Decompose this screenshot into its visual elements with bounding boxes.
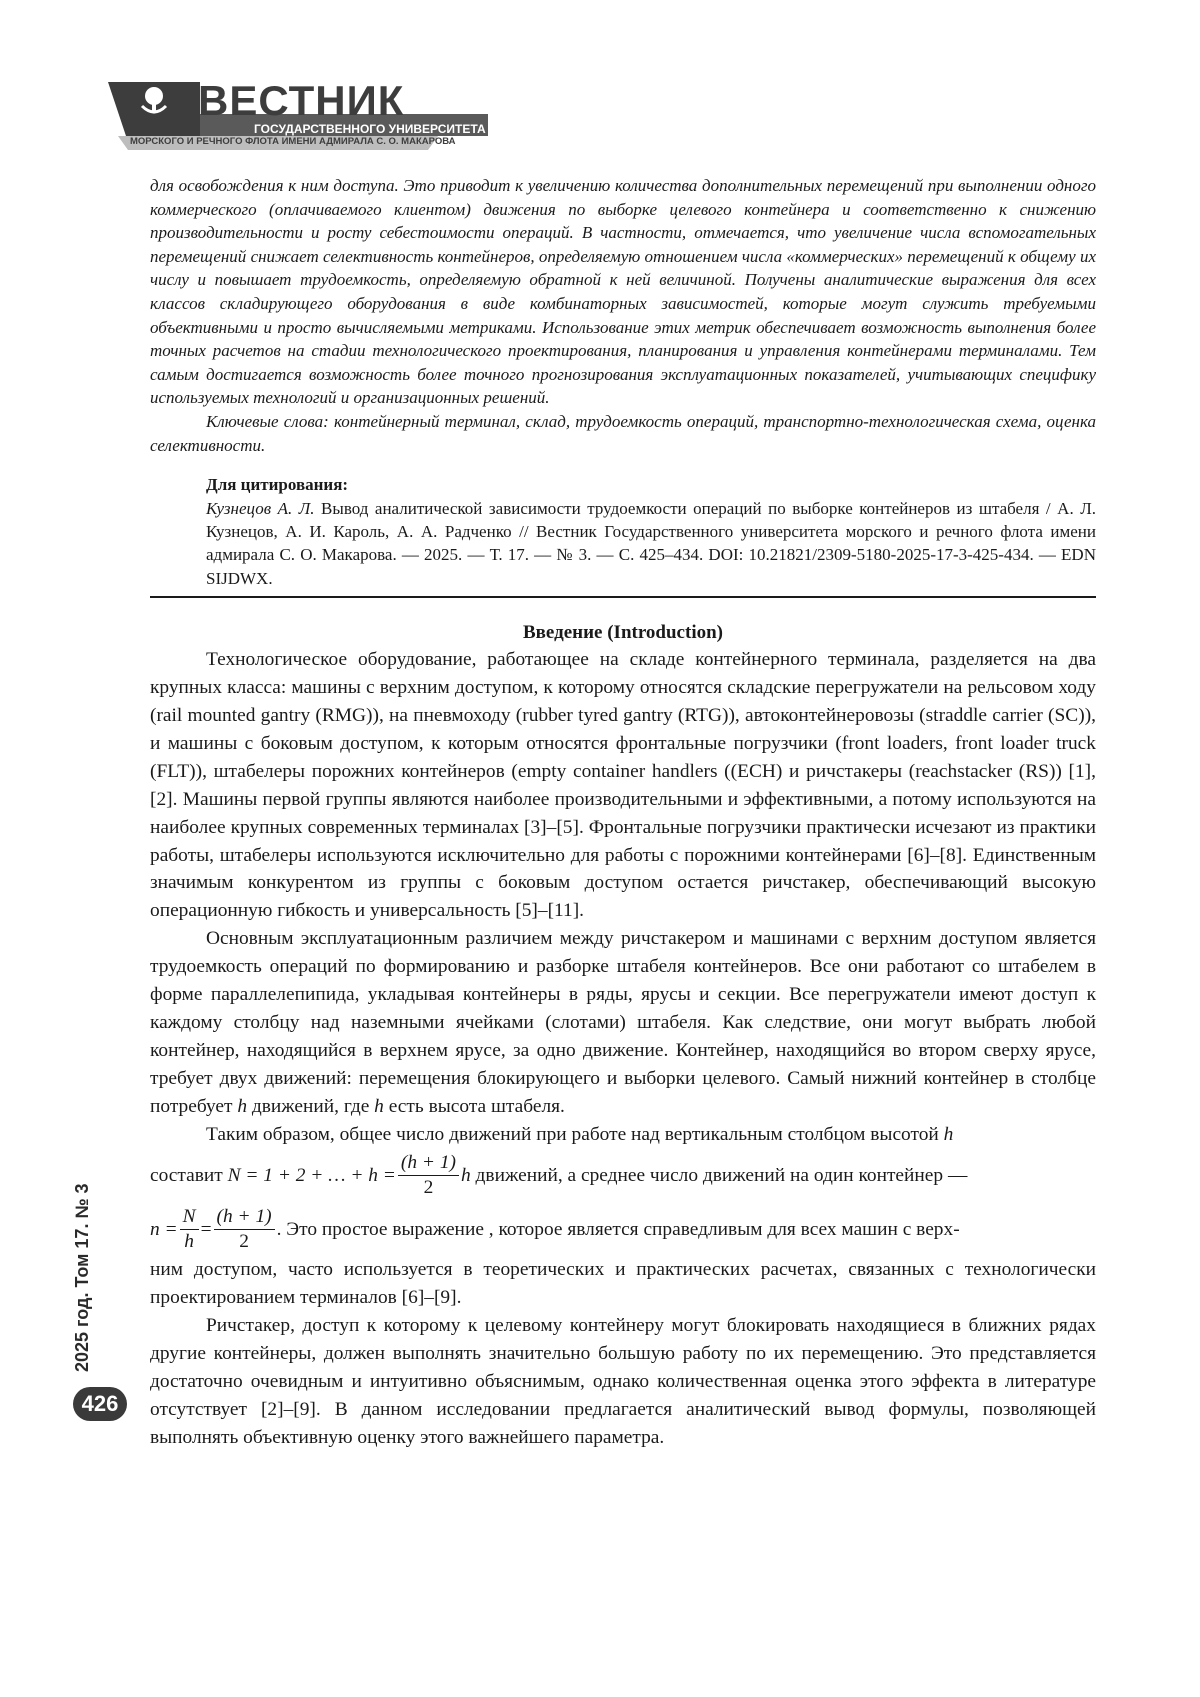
formula-line-2 xyxy=(150,1202,1096,1256)
formula-2-suffix: . Это простое выражение , которое является справедливым для всех машин с верх- xyxy=(276,1218,960,1240)
formula-2-equals: = xyxy=(200,1218,212,1240)
page-number-badge: 426 xyxy=(73,1387,127,1421)
abstract-text: для освобождения к ним доступа. Это приводит к увеличению количества дополнительных перемещений при выполнении одного коммерческого (оплачиваемого клиентом) движения по выборке целевого контейнера и соответственно к снижению производительности и росту себестоимости операций. В частности, отмечается, что увеличение числа вспомогательных перемещений снижает селективность контейнеров, определяемую отношением числа «коммерческих» перемещений к общему их числу и повышает трудоемкость, определяемую обратной к ней величиной. Получены аналитические выражения для всех классов складирующего оборудования в виде комбинаторных зависимостей, которые могут служить требуемыми объективными и просто вычисляемыми метриками. Использование этих метрик обеспечивает возможность выполнения более точных расчетов на стадии технологического проектирования, планирования и управления контейнерами терминалами. Тем самым достигается возможность более точного прогнозирования эксплуатационных показателей, учитывающих специфику используемых технологий и организационных решений. xyxy=(150,176,1096,408)
formula-1-fraction xyxy=(398,1151,459,1200)
formula-1-h: h xyxy=(461,1164,471,1186)
section-divider xyxy=(150,596,1096,598)
formula-2-denominator-2: 2 xyxy=(239,1230,249,1252)
citation-author: Кузнецов А. Л. xyxy=(206,498,315,518)
formula-2-fraction-2 xyxy=(214,1205,275,1254)
formula-2-numerator-1: N xyxy=(180,1205,199,1230)
formula-1-suffix: движений, а среднее число движений на один контейнер — xyxy=(470,1164,968,1186)
citation-block xyxy=(150,473,1096,590)
formula-1-denominator: 2 xyxy=(423,1176,434,1198)
formula-2-denominator-1: h xyxy=(184,1230,194,1252)
formula-2-lhs: n = xyxy=(150,1218,178,1240)
math-h: h xyxy=(943,1123,954,1145)
citation-text: Вывод аналитической зависимости трудоемкости операций по выборке контейнеров из штабеля / А. Л. Кузнецов, А. И. Кароль, А. А. Радченко // Вестник Государственного университета морского и речного флота имени адмирала С. О. Макарова. — 2025. — Т. 17. — № 3. — С. 425–434. DOI: 10.21821/2309-5180-2025-17-3-425-434. — EDN SIJDWX. xyxy=(206,498,1096,588)
paragraph-3-part-a: Таким образом, общее число движений при работе над вертикальным столбцом высотой xyxy=(206,1123,944,1145)
journal-logo xyxy=(108,74,488,152)
formula-1-prefix: составит xyxy=(150,1164,223,1186)
paragraph-4: Ричстакер, доступ к которому к целевому контейнеру могут блокировать находящиеся в ближних рядах другие контейнеры, должен выполнять значительно большую работу по их перемещению. Это представляется достаточно очевидным и интуитивно объяснимым, однако количественная оценка этого эффекта в литературе отсутствует [2]–[9]. В данном исследовании предлагается аналитический вывод формулы, позволяющей выполнять объективную оценку этого важнейшего параметра. xyxy=(150,1315,1096,1448)
paragraph-2-part-b: движений, где xyxy=(247,1095,375,1117)
paragraph-2-part-a: Основным эксплуатационным различием между ричстакером и машинами с верхним доступом является трудоемкость операций по формированию и разборке штабеля контейнеров. Все они работают со штабелем в форме параллелепипида, укладывая контейнеры в ряды, ярусы и секции. Все перегружатели имеют доступ к каждому столбцу над наземными ячейками (слотами) штабеля. Как следствие, они могут выбрать любой контейнер, находящийся в верхнем ярусе, за одно движение. Контейнер, находящийся во втором сверху ярусе, требует двух движений: перемещения блокирующего и выборки целевого. Самый нижний контейнер в столбце потребует xyxy=(150,928,1096,1117)
citation-heading: Для цитирования: xyxy=(206,475,349,495)
formula-line-1 xyxy=(150,1148,1096,1202)
formula-1-lhs: N = 1 + 2 + … + h = xyxy=(227,1164,396,1186)
journal-title: ВЕСТНИК xyxy=(198,77,405,124)
paragraph-3 xyxy=(150,1121,1096,1149)
paragraph-2 xyxy=(150,925,1096,1120)
journal-subtitle-1: ГОСУДАРСТВЕННОГО УНИВЕРСИТЕТА xyxy=(254,122,486,136)
paragraph-1: Технологическое оборудование, работающее на складе контейнерного терминала, разделяется на два крупных класса: машины с верхним доступом, к которому относятся складские перегружатели на рельсовом ходу (rail mounted gantry (RMG)), на пневмоходу (rubber tyred gantry (RTG)), автоконтейнеровозы (straddle carrier (SC)), и машины с боковым доступом, к которым относятся фронтальные погрузчики (front loaders, front loader truck (FLT)), штабелеры порожних контейнеров (empty container handlers ((ECH) и ричстакеры (reachstacker (RS)) [1], [2]. Машины первой группы являются наиболее производительными и эффективными, а потому используются на наиболее крупных современных терминалах [3]–[5]. Фронтальные погрузчики практически исчезают из практики работы, штабелеры используются исключительно для работы с порожними контейнерами [6]–[8]. Единственным значимым конкурентом из группы с боковым доступом остается ричстакер, обеспечивающий высокую операционную гибкость и универсальность [5]–[11]. xyxy=(150,649,1096,922)
formula-2-fraction-1 xyxy=(180,1205,199,1254)
section-title: Введение (Introduction) xyxy=(522,622,723,644)
math-h: h xyxy=(374,1095,384,1117)
formula-1-numerator: (h + 1) xyxy=(398,1151,459,1176)
paragraph-3-end: ним доступом, часто используется в теоретических и практических расчетах, связанных с технологически проектированием терминалов [6]–[9]. xyxy=(150,1259,1096,1309)
paragraph-2-part-c: есть высота штабеля. xyxy=(383,1095,565,1117)
keywords-text: Ключевые слова: контейнерный терминал, склад, трудоемкость операций, транспортно-технологическая схема, оценка селективности. xyxy=(150,411,1096,455)
issue-label: 2025 год. Том 17. № 3 xyxy=(72,1183,92,1372)
page-content xyxy=(150,174,1096,1452)
formula-2-numerator-2: (h + 1) xyxy=(214,1205,275,1230)
journal-subtitle-2: МОРСКОГО И РЕЧНОГО ФЛОТА ИМЕНИ АДМИРАЛА С. О. МАКАРОВА xyxy=(130,136,456,147)
math-h: h xyxy=(237,1095,248,1117)
